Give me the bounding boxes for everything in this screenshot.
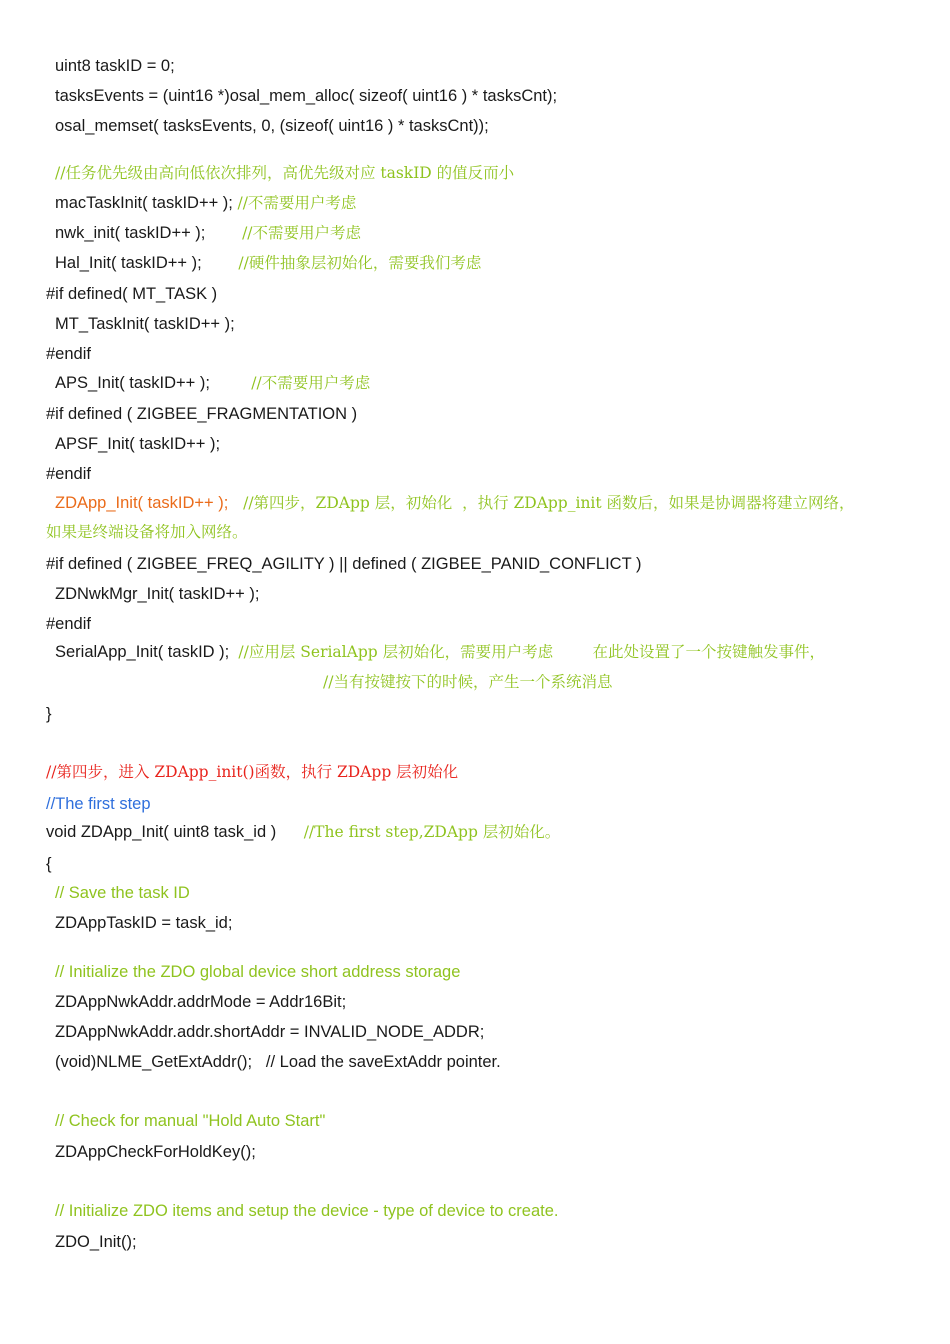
code-line — [55, 642, 825, 662]
code-line — [46, 284, 217, 304]
code-line — [55, 1111, 325, 1131]
code-line — [55, 584, 259, 604]
code-line — [46, 554, 641, 574]
code-line — [55, 1232, 137, 1252]
code-line — [46, 404, 357, 424]
code-comment: // Initialize the ZDO global device short address storage — [55, 963, 461, 981]
code-line — [46, 614, 91, 634]
code-text: ZDAppNwkAddr.addr.shortAddr = INVALID_NODE_ADDR; — [55, 1023, 485, 1041]
code-line — [55, 223, 361, 243]
code-text: #if defined ( ZIGBEE_FRAGMENTATION ) — [46, 405, 358, 423]
code-comment: //第四步，进入 ZDApp_init()函数，执行 ZDApp 层初始化 — [46, 763, 459, 781]
code-text: #if defined( MT_TASK ) — [46, 285, 218, 303]
code-line — [46, 344, 91, 364]
code-line — [55, 913, 232, 933]
code-text: (void)NLME_GetExtAddr(); // Load the saveExtAddr pointer. — [55, 1053, 501, 1071]
code-comment: //第四步，ZDApp 层，初始化 ，执行 ZDApp_init 函数后，如果是协调器将建立网络， — [228, 494, 855, 512]
code-line — [55, 253, 481, 273]
code-text: #endif — [46, 615, 91, 633]
code-line — [46, 822, 560, 842]
code-text: uint8 taskID = 0; — [55, 57, 175, 75]
code-text: APSF_Init( taskID++ ); — [55, 435, 221, 453]
code-line — [46, 704, 52, 724]
code-line — [55, 962, 460, 982]
code-line — [55, 1022, 484, 1042]
code-text: SerialApp_Init( taskID ); — [55, 643, 239, 661]
code-text: #if defined ( ZIGBEE_FREQ_AGILITY ) || defined ( ZIGBEE_PANID_CONFLICT ) — [46, 555, 642, 573]
code-line — [46, 522, 248, 542]
code-line — [55, 193, 356, 213]
code-comment: //不需要用户考虑 — [242, 224, 362, 242]
code-text: #endif — [46, 465, 91, 483]
code-comment: //应用层 SerialApp 层初始化，需要用户考虑 在此处设置了一个按键触发事件， — [238, 643, 826, 661]
code-line — [46, 762, 458, 782]
code-comment: //不需要用户考虑 — [237, 194, 357, 212]
code-text: osal_memset( tasksEvents, 0, (sizeof( uint16 ) * tasksCnt)); — [55, 117, 489, 135]
code-text: MT_TaskInit( taskID++ ); — [55, 315, 235, 333]
code-text: macTaskInit( taskID++ ); — [55, 194, 238, 212]
code-line — [55, 86, 557, 106]
code-line — [55, 1142, 256, 1162]
code-line — [55, 56, 175, 76]
code-comment: // Check for manual "Hold Auto Start" — [55, 1112, 326, 1130]
code-line — [55, 1052, 501, 1072]
code-text: { — [46, 855, 52, 873]
code-text: ZDAppNwkAddr.addrMode = Addr16Bit; — [55, 993, 347, 1011]
code-comment: //The first step,ZDApp 层初始化。 — [303, 823, 561, 841]
code-line — [46, 464, 91, 484]
code-comment: //The first step — [46, 795, 151, 813]
code-line — [46, 854, 52, 874]
code-line — [55, 1201, 559, 1221]
code-line — [55, 163, 514, 183]
code-line — [55, 373, 370, 393]
code-comment: //硬件抽象层初始化，需要我们考虑 — [238, 254, 482, 272]
code-line — [55, 314, 235, 334]
code-text: Hal_Init( taskID++ ); — [55, 254, 239, 272]
code-comment: ZDApp_Init( taskID++ ); — [55, 494, 229, 512]
code-line — [46, 794, 151, 814]
code-text: ZDAppCheckForHoldKey(); — [55, 1143, 256, 1161]
code-text: #endif — [46, 345, 91, 363]
code-line — [55, 883, 190, 903]
code-text: nwk_init( taskID++ ); — [55, 224, 243, 242]
code-comment: //任务优先级由高向低依次排列，高优先级对应 taskID 的值反而小 — [55, 164, 515, 182]
code-comment: 如果是终端设备将加入网络。 — [46, 523, 248, 541]
code-comment: //不需要用户考虑 — [251, 374, 371, 392]
code-line — [55, 116, 489, 136]
code-line — [55, 992, 346, 1012]
code-text: tasksEvents = (uint16 *)osal_mem_alloc( sizeof( uint16 ) * tasksCnt); — [55, 87, 558, 105]
code-comment: // Save the task ID — [55, 884, 190, 902]
code-text: ZDNwkMgr_Init( taskID++ ); — [55, 585, 260, 603]
code-line — [55, 434, 220, 454]
code-text: } — [46, 705, 52, 723]
code-text: ZDO_Init(); — [55, 1233, 137, 1251]
code-comment: //当有按键按下的时候，产生一个系统消息 — [323, 673, 613, 691]
code-text: void ZDApp_Init( uint8 task_id ) — [46, 823, 304, 841]
code-text: APS_Init( taskID++ ); — [55, 374, 252, 392]
code-line — [323, 672, 612, 692]
code-comment: // Initialize ZDO items and setup the device - type of device to create. — [55, 1202, 559, 1220]
code-text: ZDAppTaskID = task_id; — [55, 914, 233, 932]
code-line — [55, 493, 855, 513]
